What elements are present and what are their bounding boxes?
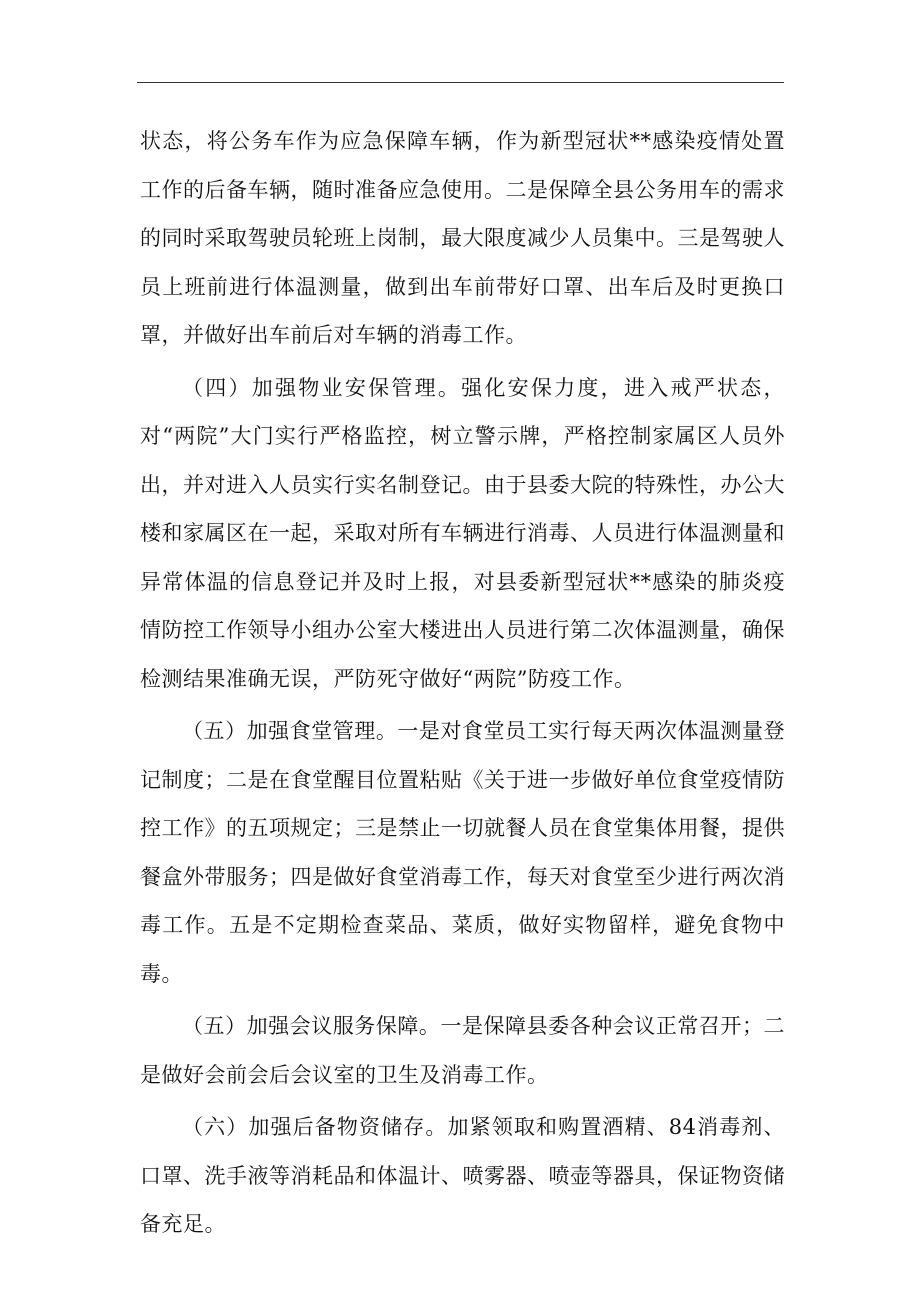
paragraph-continuation: 状态，将公务车作为应急保障车辆，作为新型冠状**感染疫情处置工作的后备车辆，随时准备应急使用。二是保障全县公务用车的需求的同时采取驾驶员轮班上岗制，最大限度减少人员集中。三是驾驶人员上班前进行体温测量，做到出车前带好口罩、出车后及时更换口罩，并做好出车前后对车辆的消毒工作。 (140, 129, 785, 347)
paragraph-section-5-canteen: （五）加强食堂管理。一是对食堂员工实行每天两次体温测量登记制度；二是在食堂醒目位置粘贴《关于进一步做好单位食堂疫情防控工作》的五项规定；三是禁止一切就餐人员在食堂集体用餐，提供餐盒外带服务；四是做好食堂消毒工作，每天对食堂至少进行两次消毒工作。五是不定期检查菜品、菜质，做好实物留样，避免食物中毒。 (140, 719, 785, 986)
paragraph-section-6: （六）加强后备物资储存。加紧领取和购置酒精、84消毒剂、口罩、洗手液等消耗品和体温计、喷雾器、喷壶等器具，保证物资储备充足。 (140, 1115, 785, 1236)
paragraph-section-5-meeting: （五）加强会议服务保障。一是保障县委各种会议正常召开；二是做好会前会后会议室的卫生及消毒工作。 (140, 1014, 785, 1087)
document-body (140, 117, 785, 1249)
header-rule (137, 82, 784, 83)
paragraph-section-4: （四）加强物业安保管理。强化安保力度，进入戒严状态，对“两院”大门实行严格监控，树立警示牌，严格控制家属区人员外出，并对进入人员实行实名制登记。由于县委大院的特殊性，办公大楼和家属区在一起，采取对所有车辆进行消毒、人员进行体温测量和异常体温的信息登记并及时上报，对县委新型冠状**感染的肺炎疫情防控工作领导小组办公室大楼进出人员进行第二次体温测量，确保检测结果准确无误，严防死守做好“两院”防疫工作。 (140, 375, 785, 691)
